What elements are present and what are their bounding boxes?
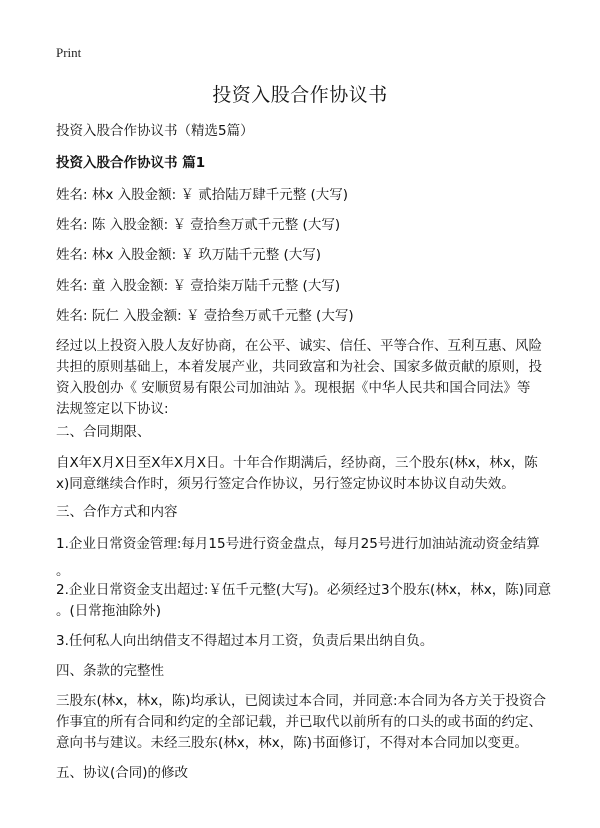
section-title: 投资入股合作协议书 篇1 [56, 155, 206, 171]
item-1-line: 1.企业日常资金管理:每月15号进行资金盘点，每月25号进行加油站流动资金结算 [56, 536, 540, 552]
print-link[interactable]: Print [56, 45, 82, 60]
term-paragraph [56, 453, 554, 495]
completeness-paragraph [56, 691, 554, 754]
intro-line: 法规签定以下协议: [56, 401, 169, 417]
investor-line: 姓名: 阮仁 入股金额: ￥ 壹拾叁万贰千元整 (大写) [56, 308, 354, 324]
investor-line: 姓名: 童 入股金额: ￥ 壹拾柒万陆千元整 (大写) [56, 278, 341, 294]
investor-line: 姓名: 林x 入股金额: ￥ 贰拾陆万肆千元整 (大写) [56, 187, 349, 203]
term-line: 自X年X月X日至X年X月X日。十年合作期满后，经协商，三个股东(林x，林x，陈 [56, 455, 538, 471]
item-3-line: 3.任何私人向出纳借支不得超过本月工资，负责后果出纳自负。 [56, 633, 434, 649]
completeness-line: 三股东(林x，林x，陈)均承认，已阅读过本合同，并同意:本合同为各方关于投资合 [56, 693, 547, 709]
completeness-line: 作事宜的所有合同和约定的全部记载，并已取代以前所有的口头的或书面的约定、 [56, 714, 542, 730]
item-2-line: 。(日常拖油除外) [56, 603, 162, 619]
document-subtitle: 投资入股合作协议书（精选5篇） [56, 123, 254, 139]
intro-paragraph [56, 336, 554, 420]
heading-amendment: 五、协议(合同)的修改 [56, 765, 189, 781]
document-title: 投资入股合作协议书 [212, 84, 388, 106]
heading-completeness: 四、条款的完整性 [56, 663, 164, 679]
completeness-line: 意向书与建议。未经三股东(林x，林x，陈)书面修订，不得对本合同加以变更。 [56, 735, 529, 751]
investor-line: 姓名: 林x 入股金额: ￥ 玖万陆千元整 (大写) [56, 247, 322, 263]
item-1-paragraph [56, 534, 554, 582]
heading-cooperation: 三、合作方式和内容 [56, 504, 178, 520]
item-2-paragraph [56, 580, 554, 622]
investor-line: 姓名: 陈 入股金额: ￥ 壹拾叁万贰千元整 (大写) [56, 217, 341, 233]
intro-line: 共担的原则基础上，本着发展产业，共同致富和为社会、国家多做贡献的原则，投 [56, 359, 542, 375]
item-1-cont: 。 [56, 563, 70, 579]
item-2-line: 2.企业日常资金支出超过:￥伍千元整(大写)。必须经过3个股东(林x，林x，陈)同意 [56, 582, 552, 598]
term-line: x)同意继续合作时，须另行签定合作协议，另行签定协议时本协议自动失效。 [56, 476, 515, 492]
heading-contract-term: 二、合同期限、 [56, 424, 151, 440]
intro-line: 经过以上投资入股人友好协商，在公平、诚实、信任、平等合作、互利互惠、风险 [56, 338, 542, 354]
intro-line: 资入股创办《 安顺贸易有限公司加油站 》。现根据《中华人民共和国合同法》等 [56, 380, 531, 396]
